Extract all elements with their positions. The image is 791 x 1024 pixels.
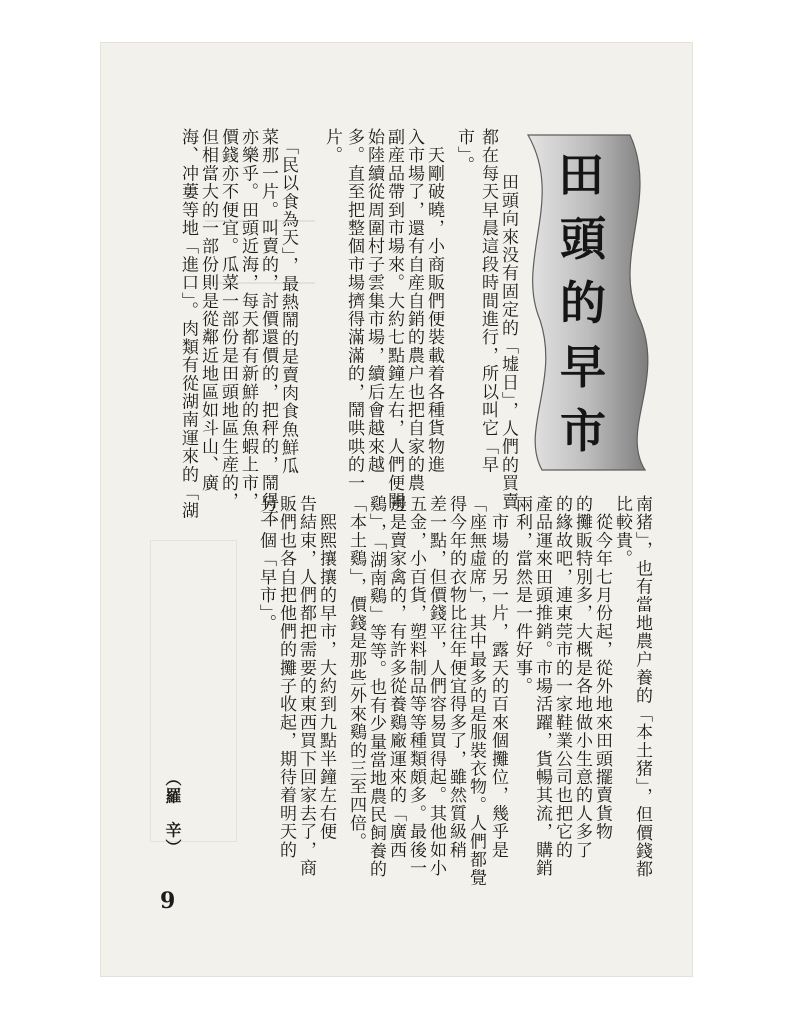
text-column: 「座無虛席」，其中最多的是服裝衣物。人們都覺 [466, 495, 486, 887]
text-column: 得今年的衣物比往年便宜得多了，雖然質級稍 [446, 495, 466, 859]
text-column: 亦樂乎。田頭近海，每天都有新鮮的魚蝦上市， [238, 128, 258, 511]
text-column: 始陸續從周圍村子雲集市場，續后會越來越 [364, 128, 384, 474]
text-column: 市場的另一片，露天的百來個攤位，幾乎是 [488, 495, 508, 859]
title-char-2: 頭 [560, 212, 606, 266]
text-column: 五金，小百貨，塑料制品等等種類頗多。最後一 [406, 495, 426, 878]
title-char-5: 市 [560, 404, 606, 458]
text-column: 都在每天早晨這段時間進行，所以叫它「早 [478, 128, 498, 474]
text-column: 「民以食為天」，最熱鬧的是賣肉食魚鮮瓜 [278, 128, 298, 475]
text-column: 「本土鷄」，價錢是那些外來鷄的三至四倍。 [346, 495, 366, 851]
text-column: 田頭向來没有固定的「墟日」，人們的買賣 [498, 155, 518, 511]
text-column: 從今年七月份起，從外地來田頭擺賣貨物 [592, 495, 612, 841]
text-column: 菜那一片。叫賣的，討價還價的，把秤的，鬧得不 [258, 128, 278, 529]
title-char-3: 的 [560, 276, 606, 330]
text-column: 海、冲蔞等地「進口」。肉類有從湖南運來的「湖 [178, 128, 198, 520]
text-column: 天剛破曉，小商販們便裝載着各種貨物進 [424, 128, 444, 474]
text-column: 的攤販特別多，大概是各地做小生意的人多了 [572, 495, 592, 859]
text-column: 副産品帶到市場來。大約七點鐘左右，人們便開 [384, 128, 404, 511]
text-column: 價錢亦不便宜。瓜菜一部份是田頭地區生産的， [218, 128, 238, 511]
text-column: 但相當大的一部份則是從鄰近地區如斗山、廣 [198, 128, 218, 492]
text-column: 販們也各自把他們的攤子收起，期待着明天的 [276, 495, 296, 859]
text-column: 另一個「早市」。 [256, 495, 276, 633]
text-column: 鷄」，「湖南鷄」等等。也有少量當地農民飼養的 [366, 495, 386, 879]
text-column: 南猪」，也有當地農户養的「本土猪」，但價錢都 [632, 495, 652, 879]
text-column: 邊是賣家禽的，有許多從養鷄廠運來的「廣西 [386, 495, 406, 859]
text-column: 的緣故吧，連東莞市的一家鞋業公司也把它的 [552, 495, 572, 859]
text-column: 產品運來田頭推銷。市場活躍，貨暢其流，購銷 [532, 495, 552, 878]
text-column: 多。直至把整個市場擠得滿滿的，鬧哄哄的一 [344, 128, 364, 492]
text-column: 比較貴。 [612, 495, 632, 568]
text-column: 入市場了，還有自産自銷的農户也把自家的農 [404, 128, 424, 492]
title-banner [520, 130, 665, 475]
text-column: 差一點，但價錢平，人們容易買得起。其他如小 [426, 495, 446, 878]
text-column: 片。 [322, 128, 342, 165]
text-column: 市」。 [454, 128, 474, 175]
page-number: 9 [160, 888, 176, 914]
title-char-1: 田 [558, 148, 604, 202]
text-column: 告結束，人們都把需要的東西買下回家去了，商 [296, 495, 316, 878]
text-column: 兩利，當然是一件好事。 [512, 495, 532, 696]
byline: （羅 辛） [163, 770, 182, 856]
title-char-4: 早 [560, 340, 606, 394]
text-column: 熙熙攘攘的早市，大約到九點半鐘左右便 [316, 495, 336, 841]
